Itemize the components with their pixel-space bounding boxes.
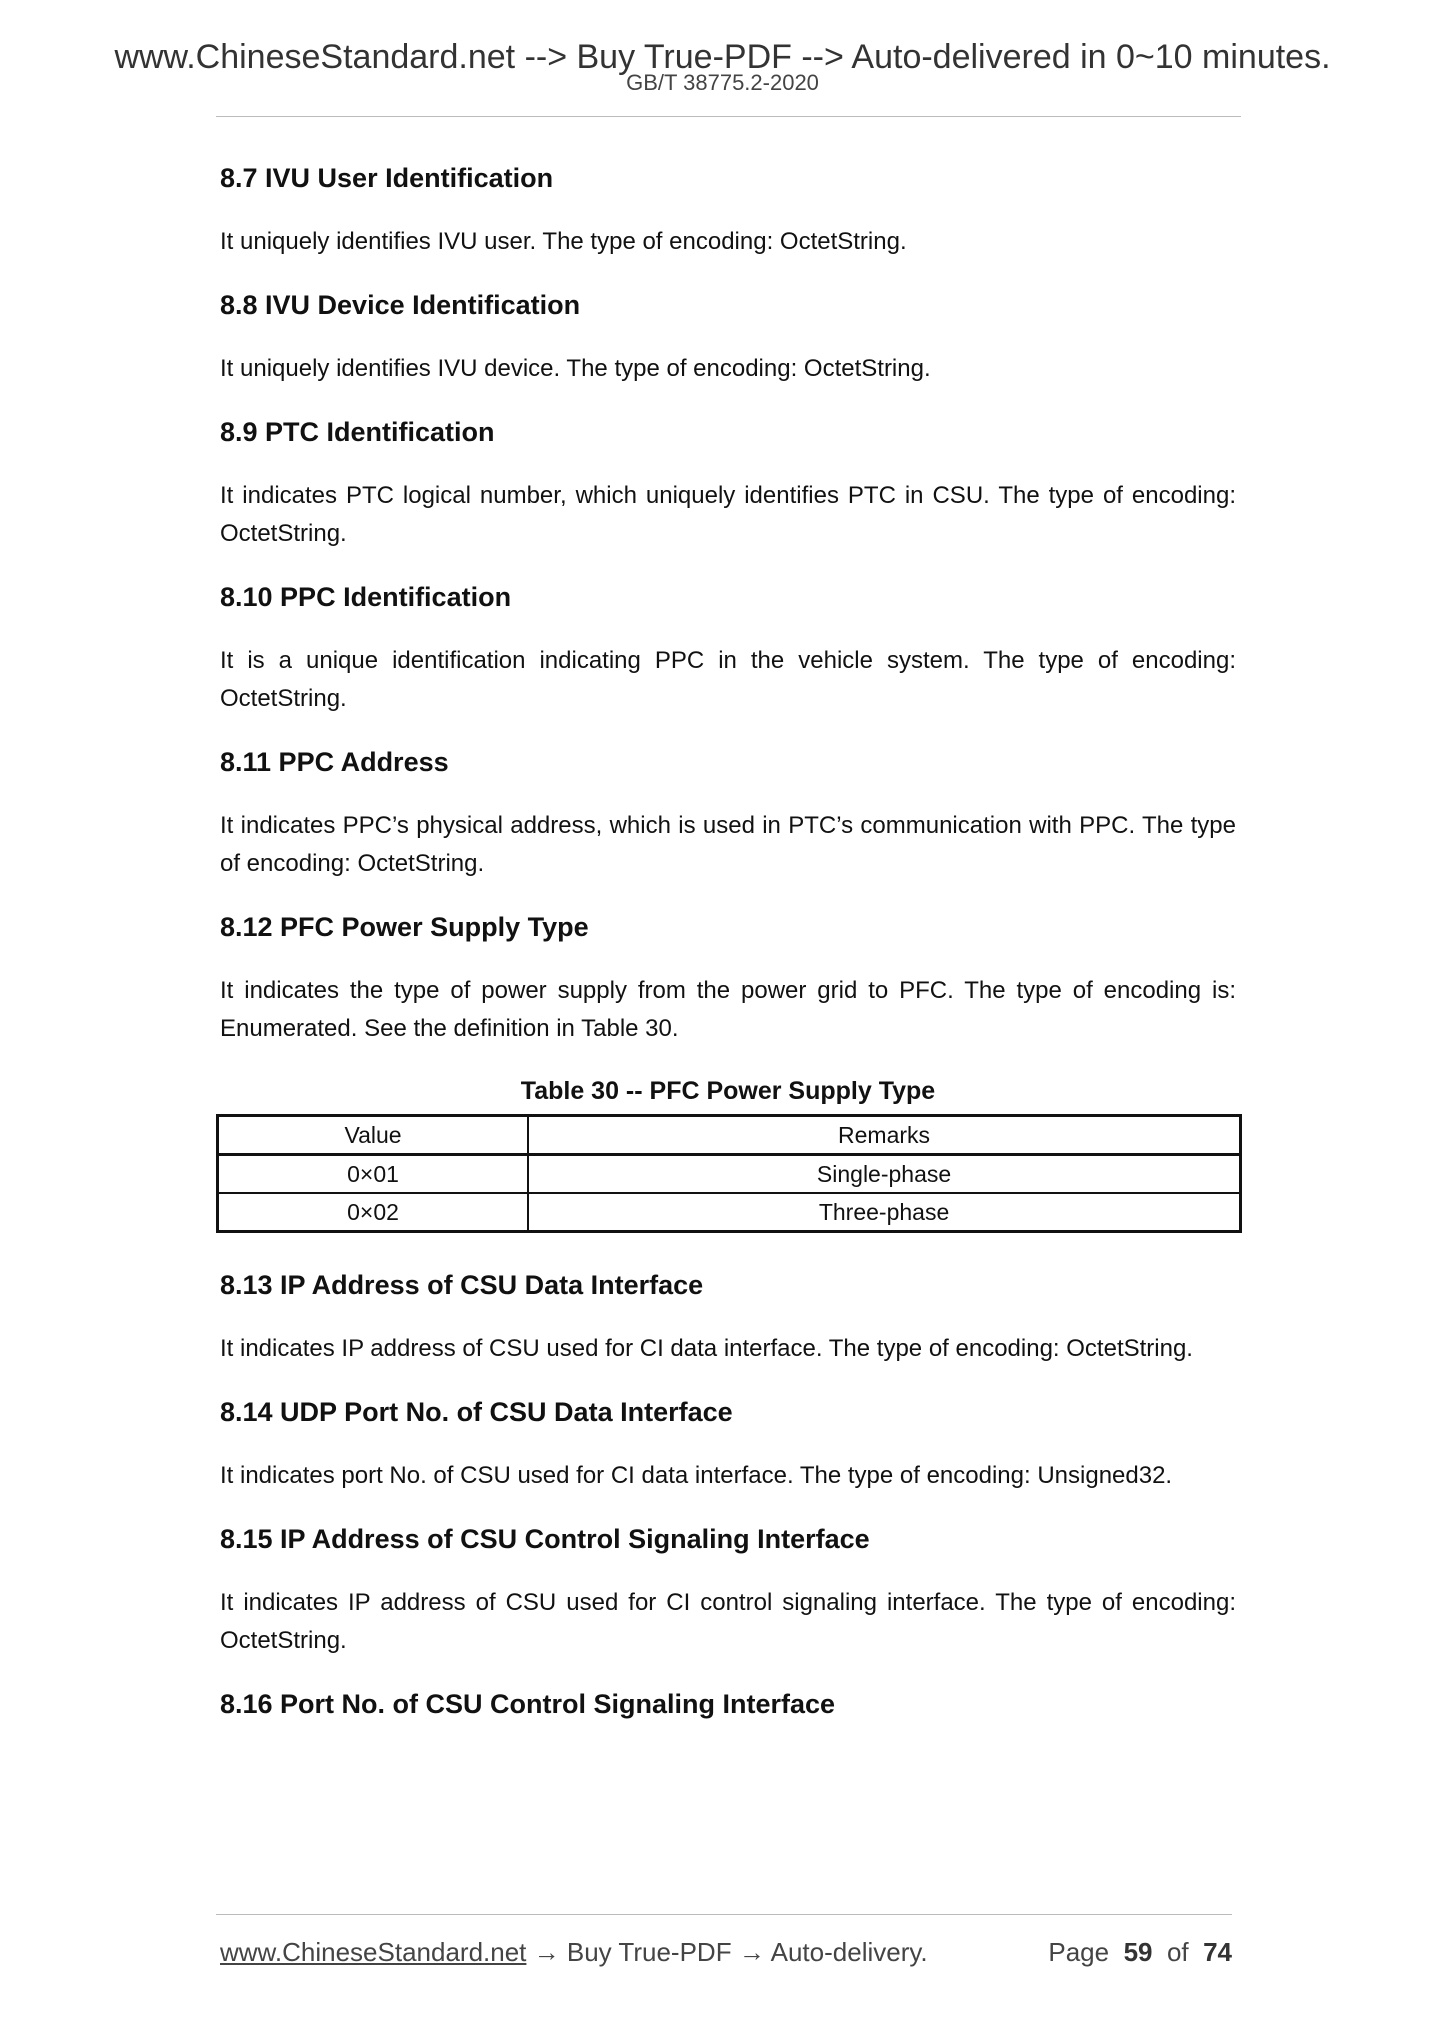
section-body: It indicates the type of power supply from the power grid to PFC. The type of encoding is: Enumerated. See the definition in Table 30.	[220, 977, 1236, 1042]
section-heading: 8.8 IVU Device Identification	[220, 290, 581, 320]
section-body: It indicates IP address of CSU used for CI control signaling interface. The type of encoding: OctetString.	[220, 1589, 1236, 1654]
section-heading: 8.7 IVU User Identification	[220, 163, 554, 193]
total-pages: 74	[1203, 1937, 1232, 1967]
section-8-12	[220, 909, 1236, 1048]
table-caption: Table 30 -- PFC Power Supply Type	[520, 1077, 936, 1105]
page-content	[220, 160, 1236, 1749]
table-cell-value: 0×01	[218, 1155, 529, 1194]
page-label: Page	[1048, 1937, 1110, 1967]
top-banner: www.ChineseStandard.net --> Buy True-PDF --> Auto-delivered in 0~10 minutes.	[114, 38, 1331, 76]
section-heading: 8.10 PPC Identification	[220, 582, 512, 612]
footer-buy-text: Buy True-PDF	[566, 1937, 732, 1967]
section-heading: 8.11 PPC Address	[220, 747, 449, 777]
column-header-value: Value	[218, 1116, 529, 1155]
section-body: It uniquely identifies IVU device. The type of encoding: OctetString.	[220, 355, 931, 382]
section-8-10	[220, 579, 1236, 718]
of-label: of	[1166, 1937, 1189, 1967]
section-heading: 8.14 UDP Port No. of CSU Data Interface	[220, 1397, 733, 1427]
footer-divider	[216, 1914, 1232, 1915]
page-footer	[220, 1937, 1232, 1968]
section-body: It is a unique identification indicating PPC in the vehicle system. The type of encoding: OctetString.	[220, 647, 1236, 712]
section-heading: 8.12 PFC Power Supply Type	[220, 912, 589, 942]
power-supply-type-table	[216, 1114, 1242, 1233]
column-header-remarks: Remarks	[528, 1116, 1240, 1155]
footer-delivery-text: Auto-delivery.	[770, 1937, 928, 1967]
table-header-row	[218, 1116, 1241, 1155]
current-page: 59	[1123, 1937, 1153, 1967]
section-heading: 8.15 IP Address of CSU Control Signaling Interface	[220, 1524, 870, 1554]
table-row	[218, 1155, 1241, 1194]
arrow-right-icon: →	[738, 1937, 765, 1967]
page-number	[1048, 1937, 1232, 1968]
header-divider	[216, 116, 1241, 117]
section-8-14	[220, 1394, 1236, 1495]
table-cell-value: 0×02	[218, 1193, 529, 1232]
section-8-8	[220, 287, 1236, 388]
arrow-right-icon: →	[533, 1937, 560, 1967]
footer-site-link[interactable]: www.ChineseStandard.net	[220, 1937, 527, 1967]
footer-left	[220, 1937, 928, 1967]
table-cell-remarks: Single-phase	[528, 1155, 1240, 1194]
section-body: It indicates PTC logical number, which uniquely identifies PTC in CSU. The type of encoding: OctetString.	[220, 482, 1236, 547]
section-8-11	[220, 744, 1236, 883]
section-8-13	[220, 1267, 1236, 1368]
section-body: It uniquely identifies IVU user. The type of encoding: OctetString.	[220, 228, 907, 255]
section-8-15	[220, 1521, 1236, 1660]
table-cell-remarks: Three-phase	[528, 1193, 1240, 1232]
section-body: It indicates PPC’s physical address, which is used in PTC’s communication with PPC. The type of encoding: OctetString.	[220, 812, 1236, 877]
section-heading: 8.13 IP Address of CSU Data Interface	[220, 1270, 704, 1300]
section-body: It indicates port No. of CSU used for CI data interface. The type of encoding: Unsigned32.	[220, 1462, 1173, 1489]
section-8-16	[220, 1686, 1236, 1722]
section-body: It indicates IP address of CSU used for CI data interface. The type of encoding: OctetString.	[220, 1335, 1193, 1362]
section-8-9	[220, 414, 1236, 553]
table-row	[218, 1193, 1241, 1232]
section-heading: 8.16 Port No. of CSU Control Signaling Interface	[220, 1689, 836, 1719]
document-code: GB/T 38775.2-2020	[626, 70, 819, 95]
section-heading: 8.9 PTC Identification	[220, 417, 495, 447]
section-8-7	[220, 160, 1236, 261]
